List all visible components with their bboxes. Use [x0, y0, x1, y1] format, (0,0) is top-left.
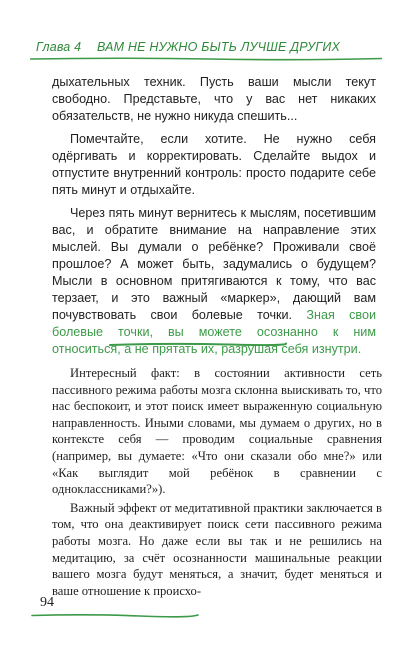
paragraph: Интересный факт: в состоянии активности сеть пассивного режима работы мозга склонна выискивать то, что нас беспокоит, и этот поиск имеет выраженную социальную направленность. Иными словами, мы думаем о других, но в контексте себя — проводим социальные сравнения (например, вы думаете: «Что они сказали обо мне?» или «Как выглядит мой ребёнок в сравнении с одноклассниками?»). — [52, 366, 382, 497]
chapter-label: Глава 4 — [36, 40, 82, 54]
paragraph: Помечтайте, если хотите. Не нужно себя одёргивать и корректировать. Сделайте выдох и отпустите внутренний контроль: просто подарите себе пять минут и отдыхайте. — [52, 132, 376, 197]
footer-rule — [30, 612, 200, 619]
fact-box — [52, 365, 382, 601]
main-text — [52, 74, 376, 364]
page-number: 94 — [40, 595, 54, 610]
header-rule — [30, 56, 382, 62]
highlighted-text: Зная свои болевые точки, вы можете осознанно к ним относиться, а не прятать их, разрушая себя изнутри. — [52, 308, 377, 356]
paragraph-text: Через пять минут вернитесь к мыслям, посетившим вас, и обратите внимание на направление этих мыслей. Вы думали о ребёнке? Проживали своё прошлое? А может быть, задумались о будущем? Мысли в основном притягиваются к тому, что вас терзает, и это важный «маркер», дающий вам почувствовать свои болевые точки. — [52, 206, 376, 322]
chapter-title: ВАМ НЕ НУЖНО БЫТЬ ЛУЧШЕ ДРУГИХ — [96, 40, 341, 54]
paragraph — [52, 205, 376, 358]
paragraph: Важный эффект от медитативной практики заключается в том, что она деактивирует поиск сети пассивного режима работы мозга. Но даже если вы так и не решились на медитацию, за счёт осознанности машинальные реакции вашего мозга будут меняться, а значит, будет меняться и ваше отношение к происхо- — [52, 500, 382, 598]
section-divider — [108, 340, 288, 348]
paragraph: дыхательных техник. Пусть ваши мысли текут свободно. Представьте, что у вас нет никаких обязательств, не нужно никуда спешить... — [52, 75, 376, 123]
running-header — [36, 40, 376, 54]
